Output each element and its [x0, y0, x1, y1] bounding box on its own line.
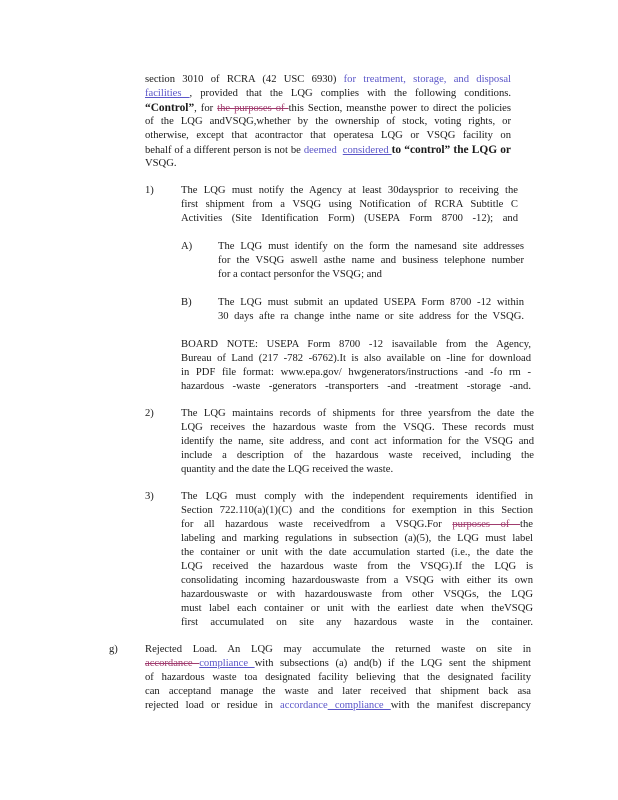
- item-line: The LQG maintains records of shipments for three yearsfrom the date the: [181, 408, 534, 419]
- deleted-text: accordance: [145, 658, 200, 669]
- item-line: can acceptand manage the waste and later received that shipment back asa: [145, 686, 531, 697]
- note-line: hazardous -waste -generators -transporters -and -treatment -storage -and.: [181, 381, 531, 392]
- deleted-text: deemed: [303, 145, 337, 156]
- note-line: BOARD NOTE: USEPA Form 8700 -12 isavailable from the Agency,: [181, 339, 531, 350]
- intro-text: this Section, meansthe power to direct the policies: [288, 103, 512, 114]
- item-text: the: [520, 519, 533, 530]
- intro-text: behalf of a different person is not be: [145, 145, 304, 156]
- deleted-text: the purposes of: [217, 103, 289, 114]
- subitem-a-paragraph: [218, 240, 524, 282]
- item-line: [181, 518, 533, 532]
- intro-line: VSQG.: [145, 158, 177, 169]
- inserted-text: compliance: [199, 658, 255, 669]
- item-line: hazardouswaste or with hazardouswaste from other VSQGs, the LQG: [181, 589, 533, 600]
- intro-line: of the LQG andVSQG,whether by the ownership of stock, voting rights, or: [145, 116, 511, 127]
- deleted-text: purposes of: [452, 519, 521, 530]
- subitem-line: for the VSQG aswell asthe name and business telephone number: [218, 255, 524, 266]
- item-number: 3): [145, 491, 154, 502]
- item-text: with the manifest discrepancy: [390, 700, 531, 711]
- item-line: quantity and the date the LQG received the waste.: [181, 464, 394, 475]
- intro-line: [145, 143, 511, 157]
- item-line: The LQG must comply with the independent requirements identified in: [181, 491, 533, 502]
- item-1-paragraph: [181, 184, 518, 226]
- intro-text: , provided that the LQG complies with the following conditions.: [189, 88, 512, 99]
- item-line: Rejected Load. An LQG may accumulate the returned waste on site in: [145, 644, 531, 655]
- deleted-text: accordance: [280, 700, 328, 711]
- item-text: for all hazardous waste receivedfrom a VSQG.For: [181, 519, 453, 530]
- intro-paragraph: [145, 73, 511, 171]
- inserted-text: for treatment, storage, and disposal: [343, 74, 511, 85]
- item-line: must label each container or unit with the earliest date when theVSQG: [181, 603, 533, 614]
- item-line: The LQG must notify the Agency at least 30daysprior to receiving the: [181, 185, 518, 196]
- item-text: rejected load or residue in: [145, 700, 281, 711]
- item-line: labeling and marking regulations in subsection (a)(5), the LQG must label: [181, 533, 533, 544]
- subitem-label: B): [181, 297, 192, 308]
- item-text: with subsections (a) and(b) if the LQG sent the shipment: [254, 658, 531, 669]
- item-line: of hazardous waste toa designated facility believing that the designated facility: [145, 672, 531, 683]
- subitem-line: 30 days afte ra change inthe name or site address for the VSQG.: [218, 311, 524, 322]
- item-g-paragraph: [145, 643, 531, 713]
- intro-text: section 3010 of RCRA (42 USC 6930): [145, 74, 344, 85]
- item-line: [145, 699, 531, 713]
- item-line: LQG received the hazardous waste from the VSQG).If the LQG is: [181, 561, 533, 572]
- subitem-line: The LQG must submit an updated USEPA Form 8700 -12 within: [218, 297, 524, 308]
- inserted-text: considered: [342, 145, 392, 156]
- item-line: Section 722.110(a)(1)(C) and the conditions for exemption in this Section: [181, 505, 533, 516]
- item-line: include a description of the hazardous waste received, including the: [181, 450, 534, 461]
- item-line: [145, 657, 531, 671]
- item-2-paragraph: [181, 407, 534, 477]
- intro-line: [145, 101, 511, 115]
- control-phrase: to “control” the LQG or: [391, 144, 511, 156]
- item-line: first shipment from a VSQG using Notification of RCRA Subtitle C: [181, 199, 518, 210]
- subitem-b-paragraph: [218, 296, 524, 324]
- note-line: in PDF file format: www.epa.gov/ hwgenerators/instructions -and -fo rm -: [181, 367, 531, 378]
- item-number: 1): [145, 185, 154, 196]
- subitem-line: for a contact personfor the VSQG; and: [218, 269, 382, 280]
- inserted-text: facilities: [145, 88, 190, 99]
- inserted-text: compliance: [327, 700, 391, 711]
- subitem-label: A): [181, 241, 193, 252]
- intro-line: [145, 73, 511, 87]
- item-line: identify the name, site address, and cont act information for the VSQG and: [181, 436, 534, 447]
- item-line: first accumulated on site any hazardous waste in the container.: [181, 617, 533, 628]
- item-line: Activities (Site Identification Form) (USEPA Form 8700 -12); and: [181, 213, 518, 224]
- item-line: the container or unit with the date accumulation started (i.e., the date the: [181, 547, 533, 558]
- intro-line: [145, 87, 511, 101]
- note-line: Bureau of Land (217 -782 -6762).It is also available on -line for download: [181, 353, 531, 364]
- intro-line: otherwise, except that acontractor that operatesa LQG or VSQG facility on: [145, 130, 511, 141]
- control-term: “Control”: [145, 102, 195, 114]
- item-line: consolidating incoming hazardouswaste from a VSQG with either its own: [181, 575, 533, 586]
- item-line: LQG receives the hazardous waste from the VSQG. These records must: [181, 422, 534, 433]
- intro-text: , for: [194, 103, 218, 114]
- subitem-line: The LQG must identify on the form the namesand site addresses: [218, 241, 524, 252]
- board-note: [181, 338, 531, 394]
- item-number: 2): [145, 408, 154, 419]
- item-3-paragraph: [181, 490, 533, 630]
- item-number: g): [109, 644, 118, 655]
